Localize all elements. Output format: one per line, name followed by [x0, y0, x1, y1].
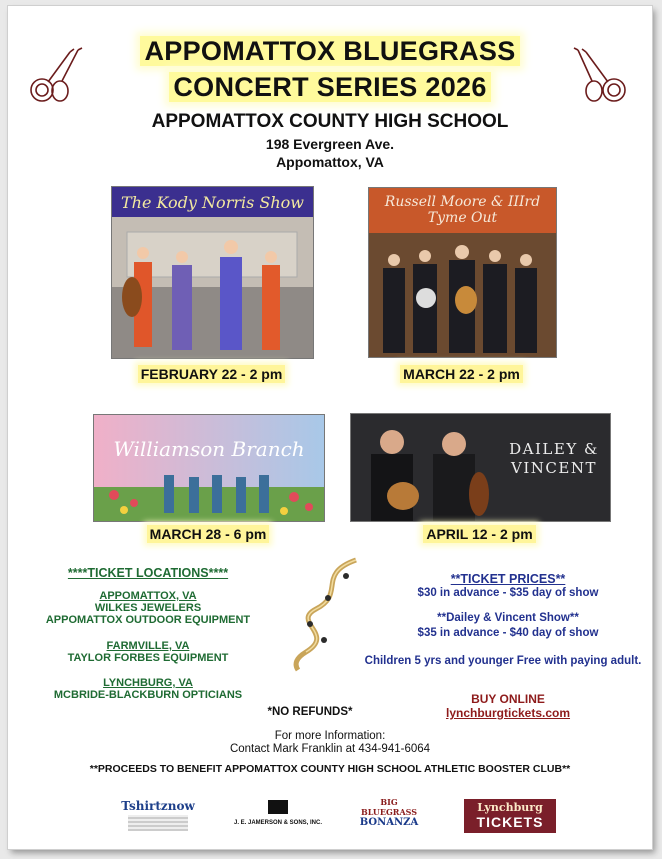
concert-date: FEBRUARY 22 - 2 pm [111, 366, 312, 382]
sponsor-big-bluegrass-bonanza: BIG BLUEGRASS BONANZA [359, 797, 419, 828]
concert-date: APRIL 12 - 2 pm [350, 526, 609, 542]
info-line-1: For more Information: [274, 730, 386, 742]
price-line: $30 in advance - $35 day of show [417, 587, 599, 599]
location-city: FARMVILLE, VA [106, 640, 190, 652]
location-store: WILKES JEWELERS [94, 602, 202, 614]
title-line-2: CONCERT SERIES 2026 [8, 72, 652, 103]
proceeds-note: **PROCEEDS TO BENEFIT APPOMATTOX COUNTY HIGH SCHOOL ATHLETIC BOOSTER CLUB** [89, 763, 571, 775]
band-name: Russell Moore & IIIrd Tyme Out [384, 194, 541, 226]
location-store: APPOMATTOX OUTDOOR EQUIPMENT [45, 614, 251, 626]
location-store: MCBRIDE-BLACKBURN OPTICIANS [53, 689, 243, 701]
kody-norris-photo [111, 186, 314, 359]
children-note: Children 5 yrs and younger Free with paying adult. [364, 655, 642, 667]
address-line-2: Appomattox, VA [276, 154, 384, 170]
russell-moore-photo [368, 187, 557, 358]
title-line-1: APPOMATTOX BLUEGRASS [8, 36, 652, 67]
williamson-branch-photo [93, 414, 325, 522]
sponsor-tshirtznow: Tshirtznow [118, 799, 198, 831]
ticket-prices-title: **TICKET PRICES** [450, 572, 566, 586]
location-store: TAYLOR FORBES EQUIPMENT [67, 652, 229, 664]
address-line-1: 198 Evergreen Ave. [265, 136, 395, 152]
concert-date: MARCH 28 - 6 pm [93, 526, 323, 542]
location-city: LYNCHBURG, VA [103, 677, 193, 689]
info-line-2: Contact Mark Franklin at 434-941-6064 [229, 743, 431, 755]
sponsor-lynchburg-tickets: Lynchburg TICKETS [464, 799, 556, 833]
band-name: Williamson Branch [113, 437, 305, 461]
sponsor-jamerson: J. E. JAMERSON & SONS, INC. [228, 800, 328, 826]
venue: APPOMATTOX COUNTY HIGH SCHOOL [151, 111, 509, 132]
concert-date: MARCH 22 - 2 pm [368, 366, 555, 382]
no-refunds: *NO REFUNDS* [267, 706, 353, 718]
buy-online-label: BUY ONLINE [471, 692, 545, 706]
dv-price-title: **Dailey & Vincent Show** [437, 612, 579, 624]
price-line: $35 in advance - $40 day of show [417, 627, 599, 639]
ticket-locations-title: ****TICKET LOCATIONS**** [67, 566, 229, 580]
flyer-page [8, 6, 652, 849]
location-city: APPOMATTOX, VA [99, 590, 197, 602]
dailey-vincent-photo [350, 413, 611, 522]
band-name: DAILEY & VINCENT [509, 440, 599, 477]
buy-online-link[interactable]: lynchburgtickets.com [445, 706, 571, 720]
band-name: The Kody Norris Show [121, 193, 304, 212]
